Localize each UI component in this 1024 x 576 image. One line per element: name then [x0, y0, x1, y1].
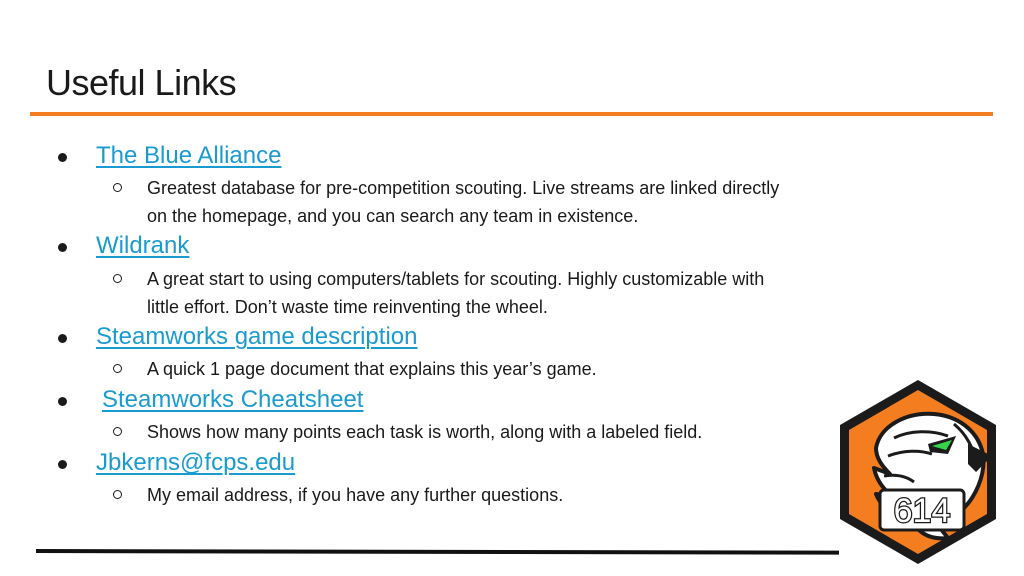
link-description-line: My email address, if you have any further questions.: [147, 485, 564, 505]
sub-bullet: [113, 274, 122, 283]
bullet: [58, 243, 67, 252]
link-description-line: A great start to using computers/tablets for scouting. Highly customizable with: [147, 269, 765, 289]
link-steamworks-cheatsheet[interactable]: Steamworks Cheatsheet: [102, 386, 364, 413]
bullet: [58, 153, 67, 162]
bullet: [58, 334, 67, 343]
link-description-line: little effort. Don’t waste time reinventing the wheel.: [147, 297, 548, 317]
sub-bullet: [113, 427, 122, 436]
link-description-line: A quick 1 page document that explains this year’s game.: [147, 359, 597, 379]
sub-bullet: [113, 183, 122, 192]
sub-bullet: [113, 364, 122, 373]
slide-title: Useful Links: [46, 62, 237, 103]
link-description-line: on the homepage, and you can search any team in existence.: [147, 206, 639, 226]
link-the-blue-alliance[interactable]: The Blue Alliance: [96, 142, 282, 169]
bullet: [58, 397, 67, 406]
link-description-line: Shows how many points each task is worth, along with a labeled field.: [147, 422, 703, 442]
eagle-hexagon-logo-icon: [836, 378, 1000, 566]
sub-bullet: [113, 490, 122, 499]
link-steamworks-game-description[interactable]: Steamworks game description: [96, 323, 418, 350]
link-wildrank[interactable]: Wildrank: [96, 232, 190, 259]
bullet: [58, 460, 67, 469]
link-description-line: Greatest database for pre-competition scouting. Live streams are linked directly: [147, 178, 780, 198]
link-email[interactable]: Jbkerns@fcps.edu: [96, 449, 296, 476]
team-number: 614: [893, 492, 951, 530]
team-logo: [836, 378, 1000, 566]
